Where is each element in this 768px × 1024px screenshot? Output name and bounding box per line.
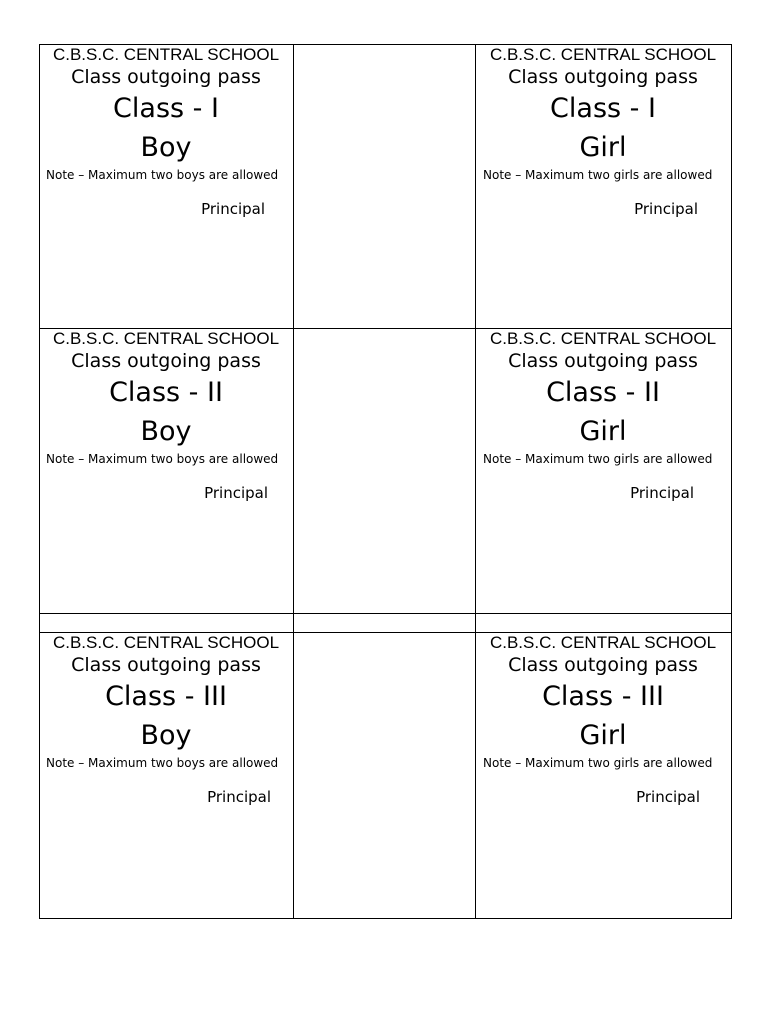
table-border-right <box>731 44 732 919</box>
row-divider <box>39 613 732 614</box>
school-name: C.B.S.C. CENTRAL SCHOOL <box>52 45 280 64</box>
column-divider <box>293 44 294 919</box>
pass-title: Class outgoing pass <box>508 654 698 676</box>
pass-card-class-1-girl <box>476 44 730 218</box>
pass-card-class-3-boy <box>39 632 293 806</box>
pass-note: Note – Maximum two boys are allowed <box>46 452 279 466</box>
school-name: C.B.S.C. CENTRAL SCHOOL <box>489 45 717 64</box>
pass-title: Class outgoing pass <box>508 66 698 88</box>
class-label: Class - II <box>546 377 660 408</box>
pass-card-class-2-boy <box>39 328 293 502</box>
principal-signature: Principal <box>636 788 700 806</box>
school-name: C.B.S.C. CENTRAL SCHOOL <box>489 633 717 652</box>
class-label: Class - I <box>550 93 656 124</box>
principal-signature: Principal <box>634 200 698 218</box>
pass-note: Note – Maximum two girls are allowed <box>483 756 713 770</box>
class-label: Class - III <box>542 681 664 712</box>
pass-note: Note – Maximum two girls are allowed <box>483 452 713 466</box>
principal-signature: Principal <box>207 788 271 806</box>
gender-label: Boy <box>140 132 192 163</box>
pass-note: Note – Maximum two boys are allowed <box>46 168 279 182</box>
pass-card-class-2-girl <box>476 328 730 502</box>
pass-note: Note – Maximum two girls are allowed <box>483 168 713 182</box>
principal-signature: Principal <box>204 484 268 502</box>
class-label: Class - I <box>113 93 219 124</box>
principal-signature: Principal <box>201 200 265 218</box>
class-label: Class - III <box>105 681 227 712</box>
gender-label: Girl <box>579 720 627 751</box>
school-name: C.B.S.C. CENTRAL SCHOOL <box>489 329 717 348</box>
school-name: C.B.S.C. CENTRAL SCHOOL <box>52 329 280 348</box>
gender-label: Girl <box>579 416 627 447</box>
pass-note: Note – Maximum two boys are allowed <box>46 756 279 770</box>
gender-label: Boy <box>140 416 192 447</box>
pass-title: Class outgoing pass <box>71 350 261 372</box>
gender-label: Boy <box>140 720 192 751</box>
pass-title: Class outgoing pass <box>71 66 261 88</box>
table-border-bottom <box>39 918 732 919</box>
school-name: C.B.S.C. CENTRAL SCHOOL <box>52 633 280 652</box>
pass-title: Class outgoing pass <box>508 350 698 372</box>
principal-signature: Principal <box>630 484 694 502</box>
class-label: Class - II <box>109 377 223 408</box>
gender-label: Girl <box>579 132 627 163</box>
pass-card-class-1-boy <box>39 44 293 218</box>
pass-card-class-3-girl <box>476 632 730 806</box>
pass-title: Class outgoing pass <box>71 654 261 676</box>
